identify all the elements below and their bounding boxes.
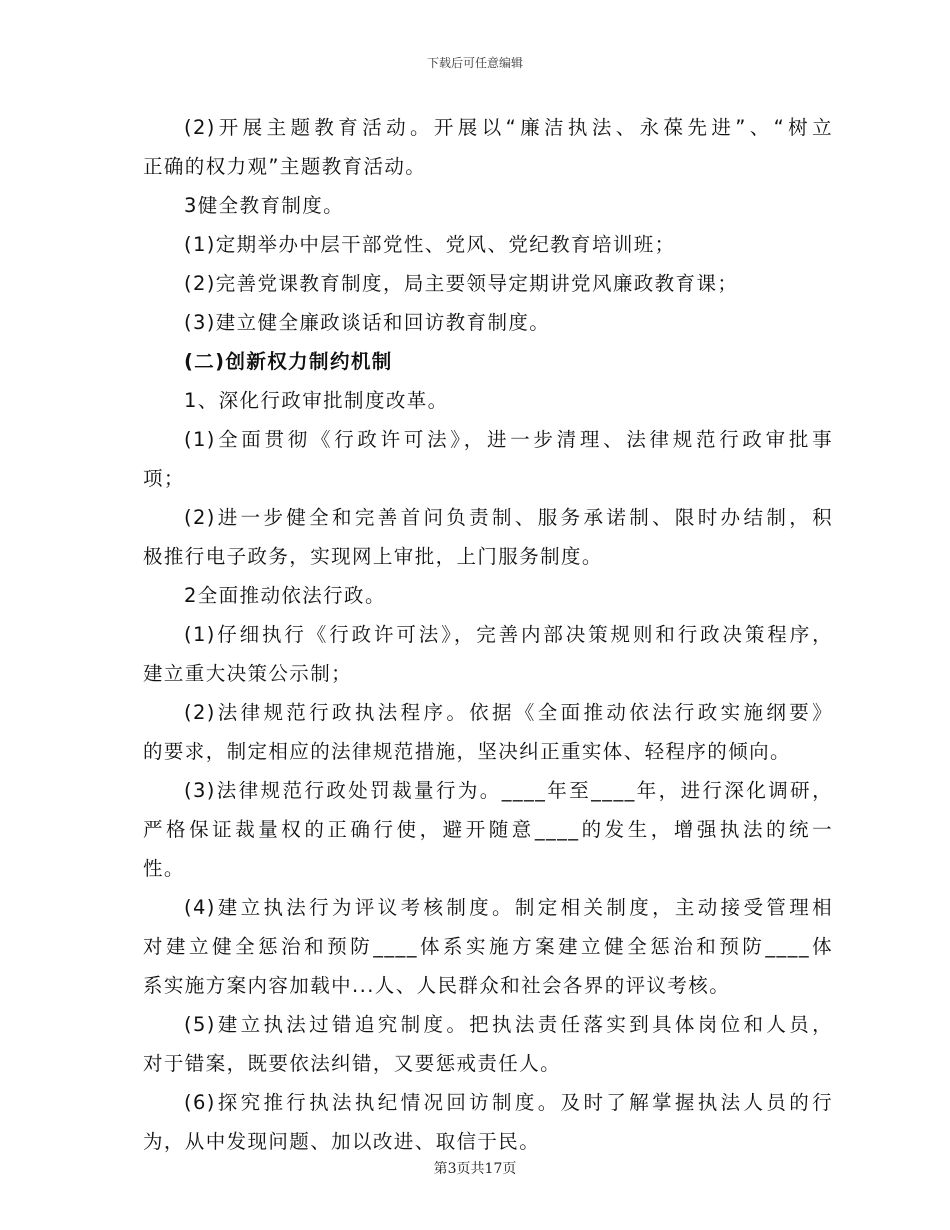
- paragraph-line: (4)建立执法行为评议考核制度。制定相关制度，主动接受管理相: [183, 896, 833, 919]
- page-number: 第3页共17页: [433, 1161, 517, 1177]
- paragraph-line: (二)创新权力制约机制: [183, 350, 393, 373]
- paragraph-line: (2)完善党课教育制度，局主要领导定期讲党风廉政教育课；: [183, 272, 739, 295]
- paragraph: [143, 771, 833, 888]
- paragraph: [143, 108, 833, 186]
- paragraph-line: (1)仔细执行《行政许可法》，完善内部决策规则和行政决策程序，: [183, 623, 833, 646]
- paragraph: [143, 615, 833, 693]
- paragraph-line: (5)建立执法过错追究制度。把执法责任落实到具体岗位和人员，: [183, 1013, 833, 1036]
- paragraph-line: 对建立健全惩治和预防____体系实施方案建立健全惩治和预防____体: [143, 935, 833, 958]
- paragraph-line: 2全面推动依法行政。: [183, 584, 386, 607]
- paragraph-line: (2)进一步健全和完善首问负责制、服务承诺制、限时办结制，积: [183, 506, 833, 529]
- paragraph: [143, 693, 833, 771]
- document-body: [143, 108, 833, 1161]
- paragraph-line: (1)全面贯彻《行政许可法》，进一步清理、法律规范行政审批事: [183, 428, 833, 451]
- header-text: 下载后可任意编辑: [426, 56, 523, 70]
- paragraph: [143, 303, 833, 342]
- paragraph-line: 对于错案，既要依法纠错，又要惩戒责任人。: [143, 1052, 562, 1075]
- page-header: [0, 54, 950, 71]
- paragraph-line: 系实施方案内容加载中...人、人民群众和社会各界的评议考核。: [143, 974, 731, 997]
- paragraph-line: 正确的权力观”主题教育活动。: [143, 155, 427, 178]
- paragraph-line: 建立重大决策公示制；: [143, 662, 353, 685]
- paragraph: [143, 576, 833, 615]
- paragraph-line: 极推行电子政务，实现网上审批，上门服务制度。: [143, 545, 603, 568]
- paragraph-line: (1)定期举办中层干部党性、党风、党纪教育培训班；: [183, 233, 676, 256]
- paragraph-line: 1、深化行政审批制度改革。: [183, 389, 449, 412]
- paragraph-line: (2)开展主题教育活动。开展以“廉洁执法、永葆先进”、“树立: [183, 116, 833, 139]
- paragraph-line: 项；: [143, 467, 185, 490]
- paragraph: [143, 264, 833, 303]
- paragraph-line: 严格保证裁量权的正确行使，避开随意____的发生，增强执法的统一: [143, 818, 833, 841]
- paragraph: [143, 1083, 833, 1161]
- paragraph: [143, 888, 833, 1005]
- paragraph: [143, 420, 833, 498]
- paragraph-line: (3)建立健全廉政谈话和回访教育制度。: [183, 311, 551, 334]
- paragraph-line: 3健全教育制度。: [183, 194, 345, 217]
- section-heading: [143, 342, 833, 381]
- paragraph-line: 的要求，制定相应的法律规范措施，坚决纠正重实体、轻程序的倾向。: [143, 740, 791, 763]
- page-footer: [0, 1158, 950, 1178]
- paragraph: [143, 1005, 833, 1083]
- paragraph-line: 性。: [143, 857, 185, 880]
- paragraph: [143, 225, 833, 264]
- paragraph-line: (2)法律规范行政执法程序。依据《全面推动依法行政实施纲要》: [183, 701, 833, 724]
- paragraph-line: (6)探究推行执法执纪情况回访制度。及时了解掌握执法人员的行: [183, 1091, 833, 1114]
- paragraph: [143, 186, 833, 225]
- paragraph: [143, 381, 833, 420]
- paragraph: [143, 498, 833, 576]
- paragraph-line: (3)法律规范行政处罚裁量行为。____年至____年，进行深化调研，: [183, 779, 833, 802]
- paragraph-line: 为，从中发现问题、加以改进、取信于民。: [143, 1130, 541, 1153]
